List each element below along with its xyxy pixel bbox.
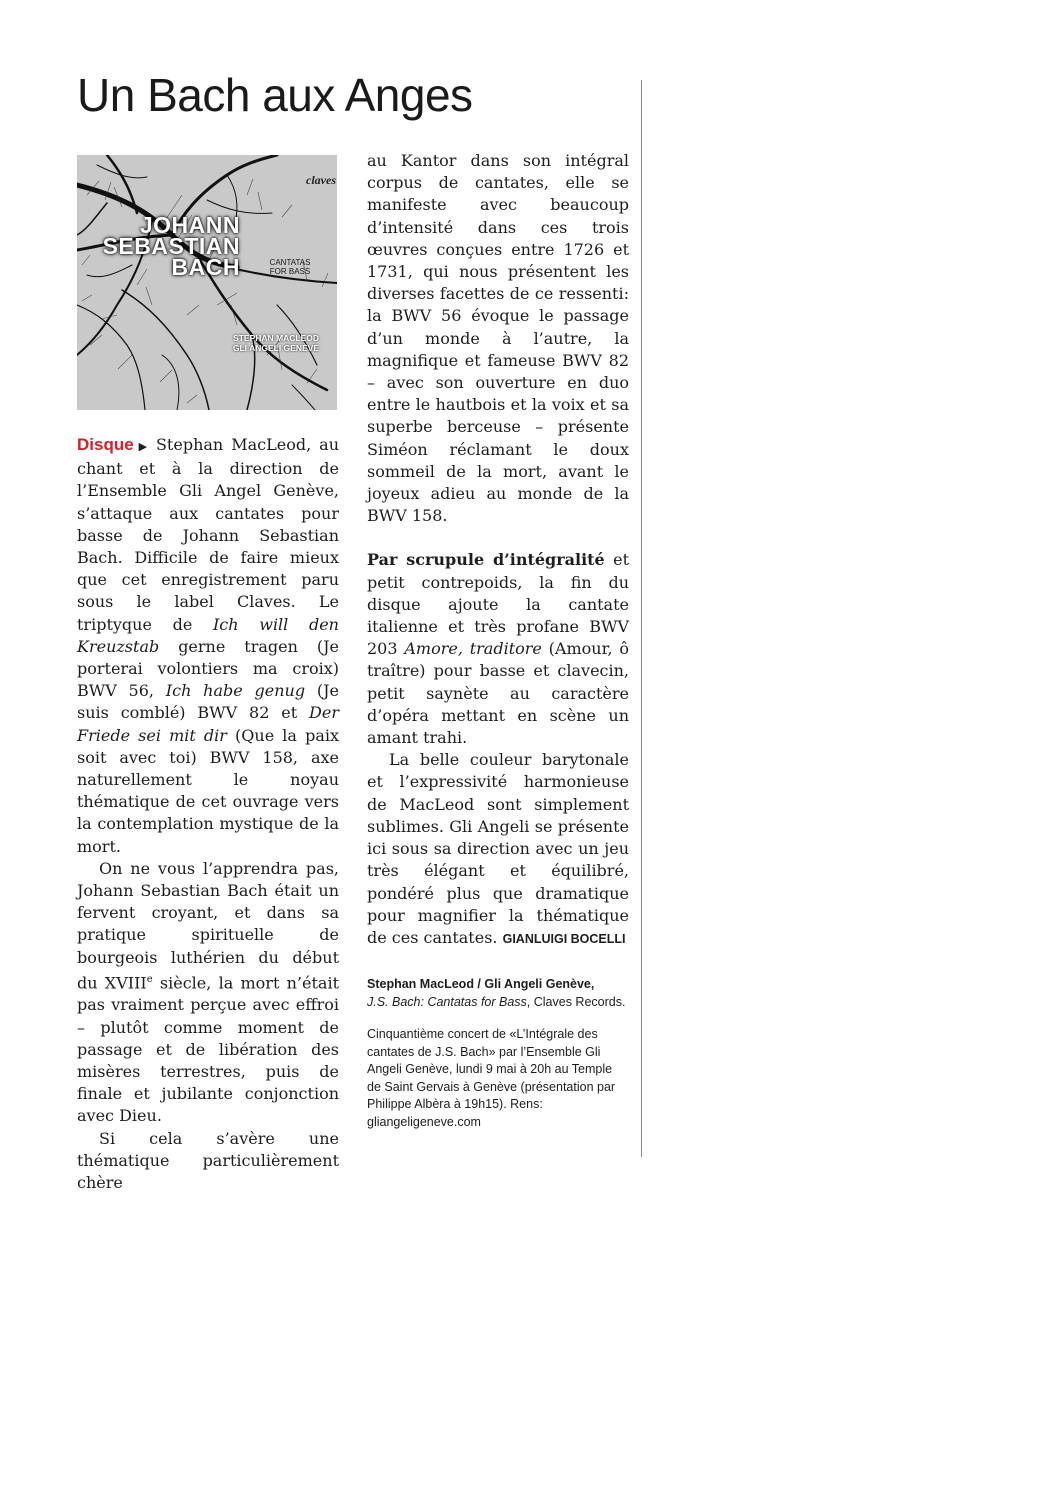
body-text: La belle couleur barytonale et l’expressivité harmonieuse de MacLeod sont simplement sublimes. Gli Angeli se présente ici sous sa direction avec un jeu très élégant et équilibré, pondéré plus que dramatique pour magnifier la thématique de ces cantates. xyxy=(367,750,629,947)
author-byline: GIANLUIGI BOCELLI xyxy=(502,931,626,946)
body-text: siècle, la mort n’était pas vraiment perçue avec effroi – plutôt comme moment de passage et de libération des misères terrestres, puis de finale et jubilante conjonction avec Dieu. xyxy=(77,973,340,1126)
body-paragraph xyxy=(367,549,629,749)
cover-artist-line: STEPHAN MACLEOD xyxy=(233,333,319,343)
kicker: Disque xyxy=(77,435,134,454)
album-artists: Stephan MacLeod / Gli Angeli Genève, xyxy=(367,977,595,992)
article-column-left xyxy=(77,150,339,1194)
album-title: J.S. Bach: Cantatas for Bass xyxy=(367,994,527,1009)
arrow-right-icon: ▶ xyxy=(135,440,150,453)
work-title: Amore, traditore xyxy=(404,639,542,659)
work-title: Ich will den Kreuzstab xyxy=(77,614,339,656)
cover-subtitle-line: CANTATAS xyxy=(269,258,311,267)
body-text: (Je suis comblé) BWV 82 et xyxy=(77,681,340,723)
body-paragraph: Si cela s’avère une thématique particulièrement chère xyxy=(77,1128,339,1193)
cover-subtitle-line: FOR BASS xyxy=(269,267,311,276)
body-paragraph xyxy=(77,434,339,858)
work-title: Der Friede sei mit dir xyxy=(77,703,339,745)
subheading: Par scrupule d’intégralité xyxy=(367,550,605,570)
body-text: Stephan MacLeod, au chant et à la direction de l’Ensemble Gli Angel Genève, s’attaque aux cantates pour basse de Johann Sebastian Bach. Difficile de faire mieux que cet enregistrement paru sous le label Claves. Le triptyque de xyxy=(77,435,339,634)
body-text: et petit contrepoids, la fin du disque ajoute la cantate italienne et très profane BWV 203 xyxy=(367,550,629,659)
article-title: Un Bach aux Anges xyxy=(77,69,473,121)
concert-info: Cinquantième concert de «L’Intégrale des cantates de J.S. Bach» par l’Ensemble Gli Angeli Genève, lundi 9 mai à 20h au Temple de Saint Gervais à Genève (présentation par Philippe Albèra à 19h15). Rens: gliangeligeneve.com xyxy=(367,1027,616,1129)
body-paragraph xyxy=(77,858,339,1128)
cover-composer-line: SEBASTIAN xyxy=(102,233,240,259)
record-label-logo: claves xyxy=(306,173,336,187)
cover-artist-line: GLI ANGELI GENÈVE xyxy=(232,343,319,353)
article-column-right xyxy=(367,150,629,1131)
body-text: (Que la paix soit avec toi) BWV 158, axe naturellement le noyau thématique de cet ouvrage vers la contemplation mystique de la mort. xyxy=(77,725,340,856)
album-label: , Claves Records. xyxy=(526,994,626,1009)
work-title: Ich habe genug xyxy=(165,681,306,701)
column-rule xyxy=(641,80,642,1157)
body-text: (Amour, ô traître) pour basse et clavecin, petit saynète au caractère d’opéra mettant en scène un amant trahi. xyxy=(367,639,629,748)
cover-composer-line: BACH xyxy=(171,254,240,280)
body-text: On ne vous l’apprendra pas, Johann Sebastian Bach était un fervent croyant, et dans sa pratique spirituelle de bourgeois luthérien du début du XVIII xyxy=(77,858,339,993)
body-text: gerne tragen (Je porterai volontiers ma croix) BWV 56, xyxy=(77,636,339,701)
album-info xyxy=(367,976,629,1011)
cover-composer-line: JOHANN xyxy=(139,212,240,238)
body-paragraph: au Kantor dans son intégral corpus de cantates, elle se manifeste avec beaucoup d’intensité dans ces trois œuvres conçues entre 1726 et 1731, qui nous présentent les diverses facettes de ce ressenti: la BWV 56 évoque le passage d’un monde à l’autre, la magnifique et fameuse BWV 82 – avec son ouverture en duo entre le hautbois et la voix et sa superbe berceuse – présente Siméon réclamant le doux sommeil de la mort, avant le joyeux adieu au monde de la BWV 158. xyxy=(367,151,629,526)
superscript: e xyxy=(146,973,153,985)
body-paragraph xyxy=(367,749,629,950)
